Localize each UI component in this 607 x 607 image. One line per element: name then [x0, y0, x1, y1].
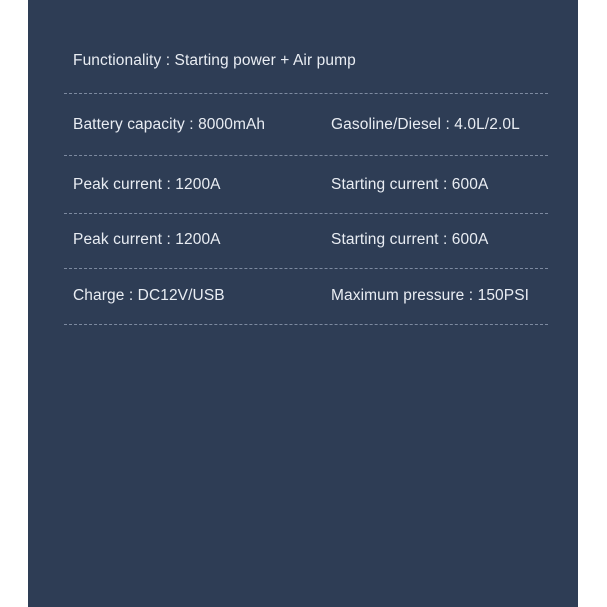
row-divider	[64, 155, 548, 156]
spec-peak-current-text: Peak current : 1200A	[73, 176, 221, 193]
row-divider	[64, 213, 548, 214]
spec-row-current-2	[73, 231, 489, 249]
spec-row-battery	[73, 116, 520, 134]
spec-row-functionality	[73, 52, 356, 70]
spec-peak-current-text: Peak current : 1200A	[73, 231, 221, 248]
spec-battery-capacity-text: Battery capacity : 8000mAh	[73, 116, 266, 133]
spec-functionality-text: Functionality : Starting power + Air pump	[73, 52, 356, 69]
row-divider	[64, 268, 548, 269]
spec-starting-current-text: Starting current : 600A	[331, 231, 489, 248]
spec-max-pressure-text: Maximum pressure : 150PSI	[331, 287, 530, 304]
spec-panel	[28, 0, 578, 607]
spec-charge-text: Charge : DC12V/USB	[73, 287, 225, 304]
spec-starting-current-text: Starting current : 600A	[331, 176, 489, 193]
spec-row-current-1	[73, 176, 489, 194]
row-divider	[64, 93, 548, 94]
spec-fuel-type-text: Gasoline/Diesel : 4.0L/2.0L	[331, 116, 520, 133]
spec-row-charge	[73, 287, 530, 305]
row-divider	[64, 324, 548, 325]
